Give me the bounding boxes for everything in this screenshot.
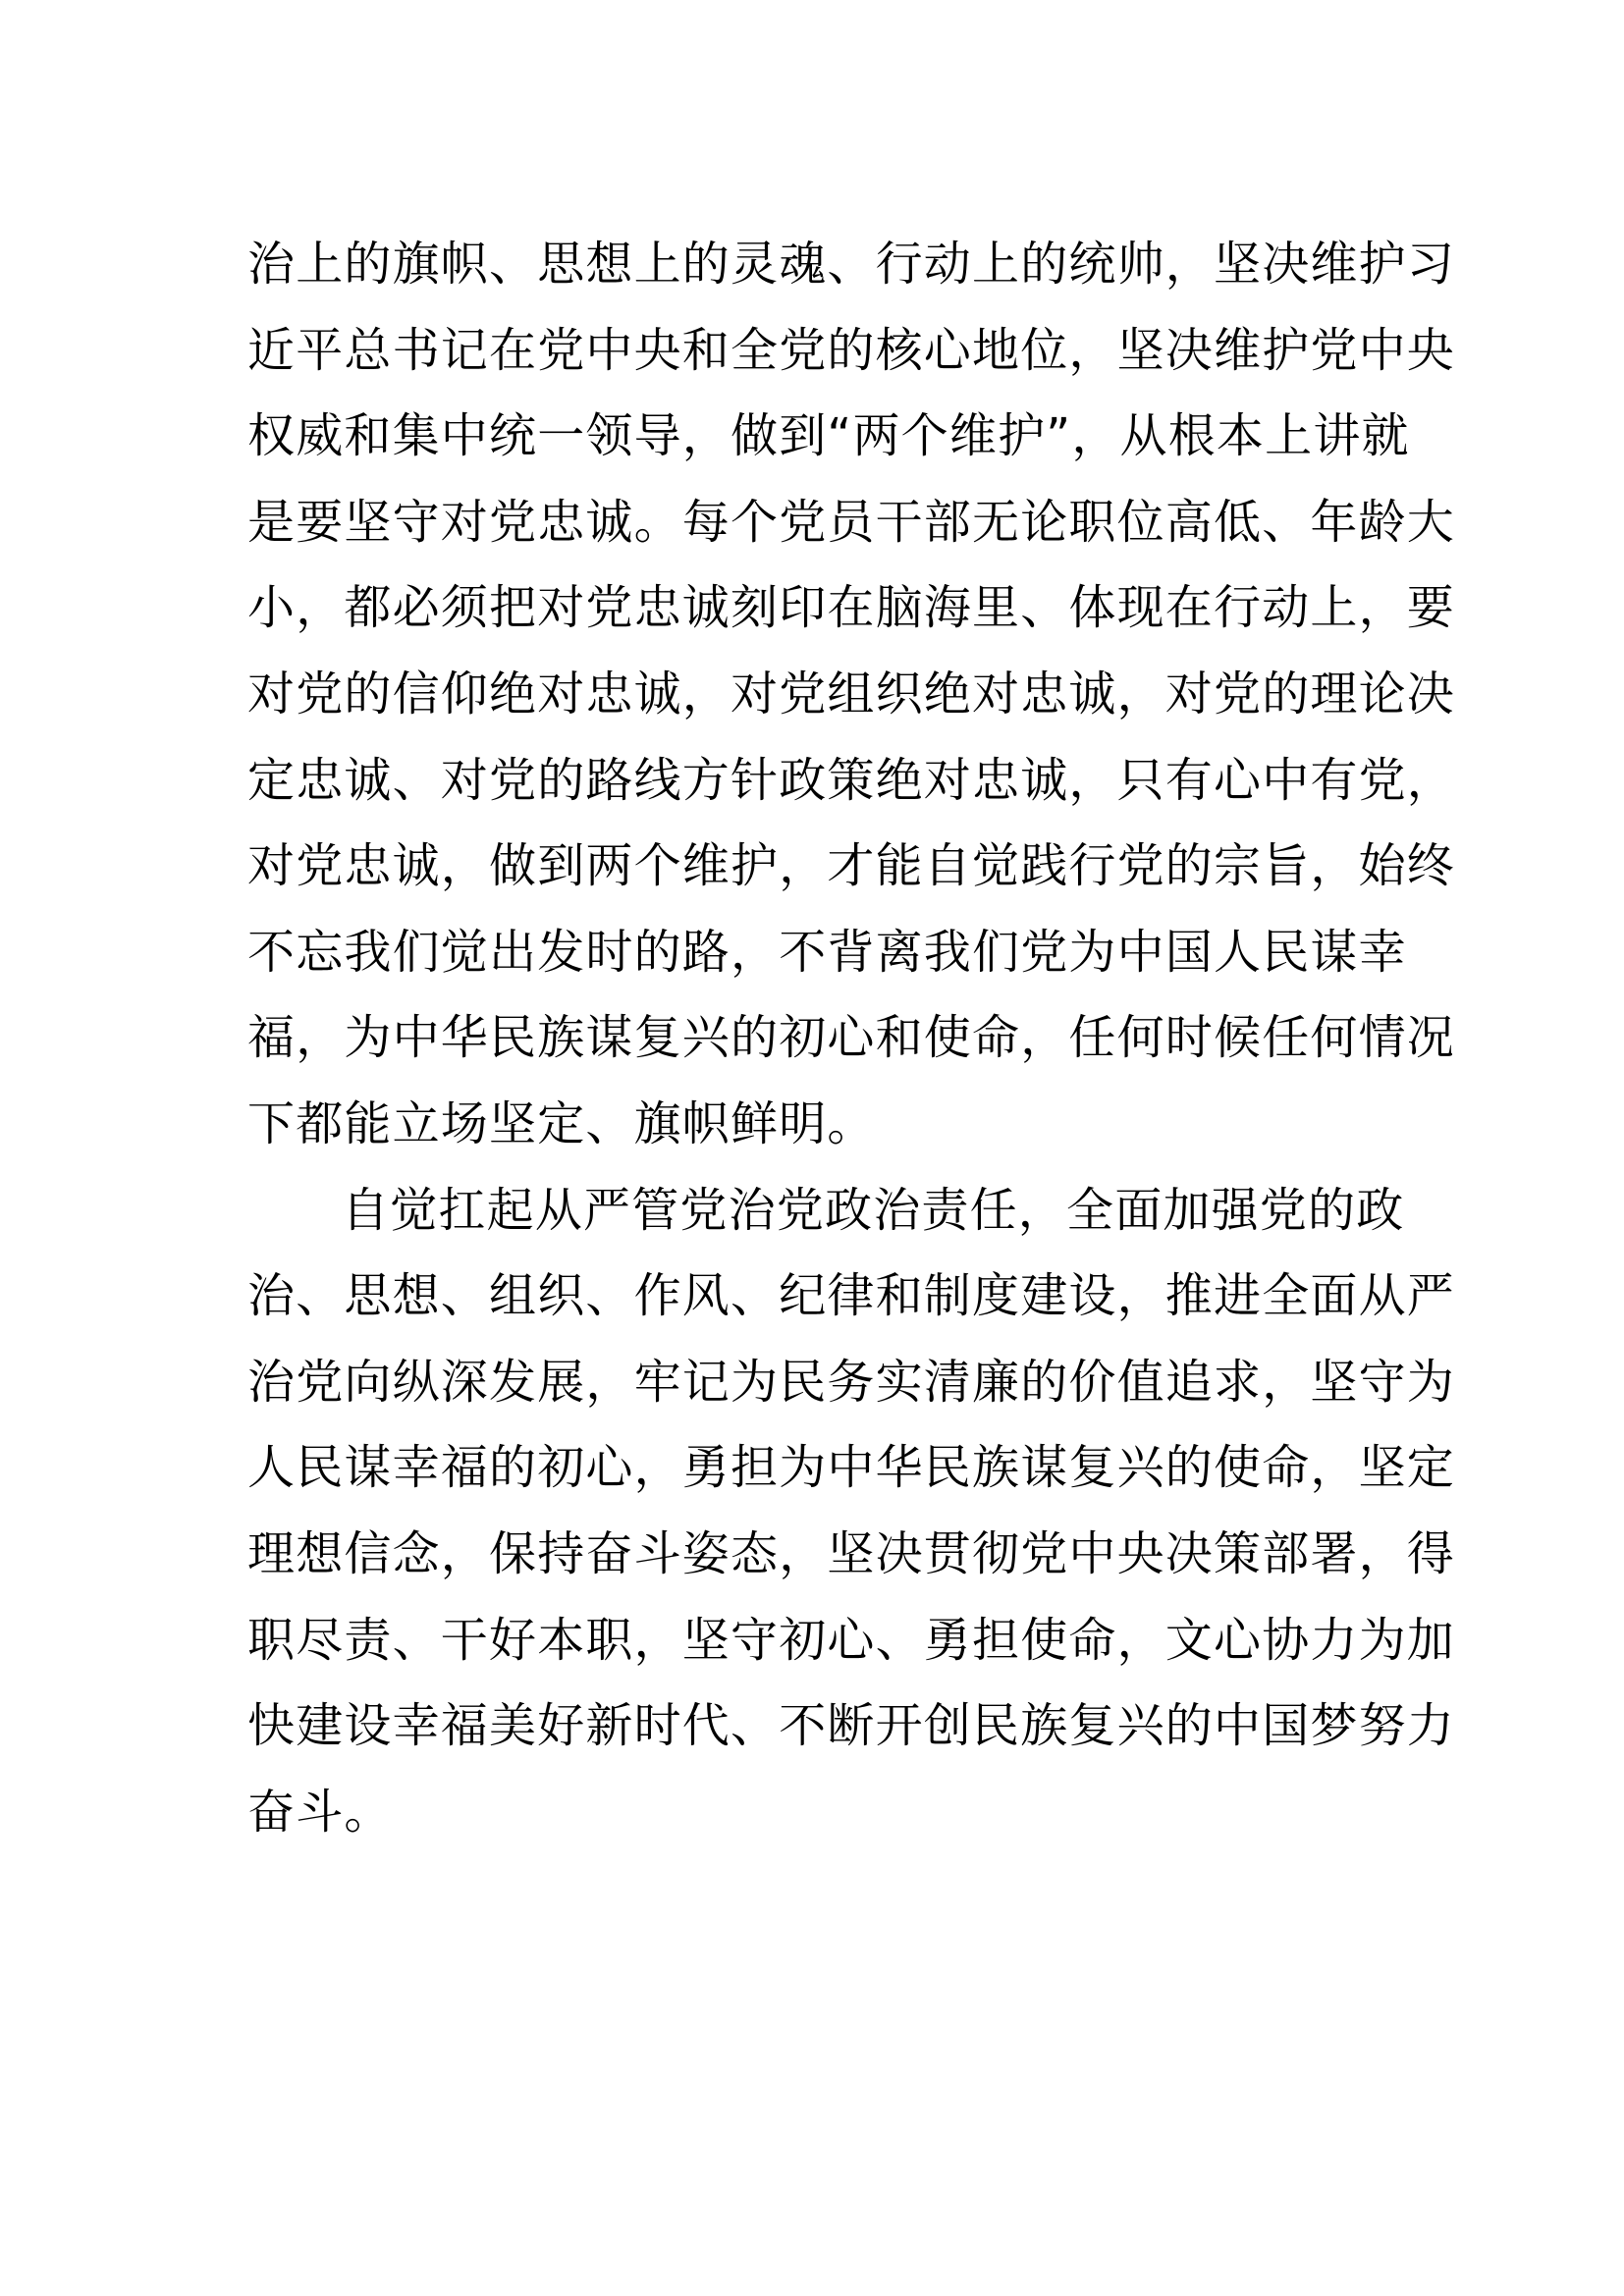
text-line: 近平总书记在党中央和全党的核心地位，坚决维护党中央 xyxy=(247,322,1456,378)
text-line: 是要坚守对党忠诚。每个党员干部无论职位高低、年龄大 xyxy=(247,494,1456,550)
text-line: 福，为中华民族谋复兴的初心和使命，任何时候任何情况 xyxy=(247,1010,1456,1066)
text-line: 职尽责、干好本职，坚守初心、勇担使命，文心协力为加 xyxy=(247,1612,1456,1668)
body-text xyxy=(247,222,1456,1855)
text-line: 对党忠诚，做到两个维护，才能自觉践行党的宗旨，始终 xyxy=(247,838,1456,894)
text-line-indented: 自觉扛起从严管党治党政治责任，全面加强党的政 xyxy=(342,1182,1405,1238)
text-line: 治党向纵深发展，牢记为民务实清廉的价值追求，坚守为 xyxy=(247,1354,1456,1410)
text-line: 定忠诚、对党的路线方针政策绝对忠诚，只有心中有党， xyxy=(247,752,1456,808)
text-line: 对党的信仰绝对忠诚，对党组织绝对忠诚，对党的理论决 xyxy=(247,666,1456,721)
text-line: 奋斗。 xyxy=(247,1784,393,1840)
text-line: 小，都必须把对党忠诚刻印在脑海里、体现在行动上，要 xyxy=(247,580,1456,636)
text-line: 不忘我们觉出发时的路，不背离我们党为中国人民谋幸 xyxy=(247,924,1407,980)
paragraph-1 xyxy=(247,222,1456,1168)
text-line: 理想信念，保持奋斗姿态，坚决贯彻党中央决策部署，得 xyxy=(247,1525,1456,1581)
text-line: 快建设幸福美好新时代、不断开创民族复兴的中国梦努力 xyxy=(247,1698,1456,1754)
text-line: 人民谋幸福的初心，勇担为中华民族谋复兴的使命，坚定 xyxy=(247,1440,1456,1496)
text-line: 治、思想、组织、作风、纪律和制度建设，推进全面从严 xyxy=(247,1268,1456,1324)
text-line: 下都能立场坚定、旗帜鲜明。 xyxy=(247,1095,876,1151)
paragraph-2 xyxy=(247,1168,1456,1856)
text-line: 权威和集中统一领导，做到“两个维护”，从根本上讲就 xyxy=(247,408,1410,464)
text-line: 治上的旗帜、思想上的灵魂、行动上的统帅，坚决维护习 xyxy=(247,237,1456,292)
